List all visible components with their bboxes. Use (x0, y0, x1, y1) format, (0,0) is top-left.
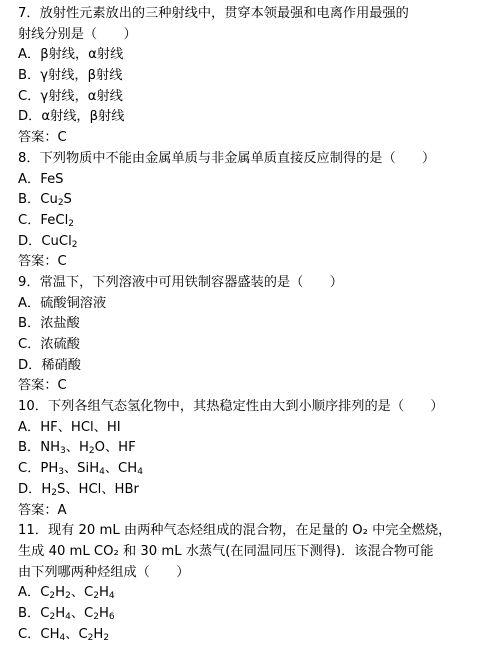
option-text: H (98, 585, 109, 601)
answer-option (18, 294, 489, 315)
option-text: S、HCl、HBr (57, 481, 139, 497)
subscript-text: 4 (65, 611, 71, 622)
option-text: 、C (70, 605, 94, 621)
option-text: C．PH (18, 461, 59, 477)
question-stem-line: 生成 40 mL CO₂ 和 30 mL 水蒸气(在同温同压下测得)．该混合物可能 (18, 543, 434, 559)
option-text: C．CH (18, 626, 60, 642)
option-text: B．NH (18, 440, 61, 456)
answer-option (18, 335, 489, 356)
question-stem-line: 8．下列物质中不能由金属单质与非金属单质直接反应制得的是（ ） (18, 150, 436, 166)
answer-option (18, 418, 489, 439)
question-stem-line: 10．下列各组气态氢化物中，其热稳定性由大到小顺序排列的是（ ） (18, 399, 444, 415)
option-text: H (93, 626, 104, 642)
option-text: A．FeS (18, 171, 64, 187)
subscript-text: 6 (108, 611, 115, 622)
subscript-text: 4 (59, 632, 66, 643)
subscript-text: 2 (88, 446, 95, 457)
answer-option (18, 170, 489, 191)
answer-option (18, 211, 489, 232)
subscript-text: 4 (99, 467, 105, 478)
subscript-text: 2 (93, 591, 99, 602)
subscript-text: 2 (49, 611, 56, 622)
option-text: B．浓盐酸 (18, 316, 80, 332)
option-text: H (55, 605, 66, 621)
subscript-text: 3 (58, 467, 64, 478)
answer-option (18, 232, 489, 253)
option-text: 、CH (104, 461, 138, 477)
answer-option (18, 107, 489, 128)
option-text: 、C (65, 626, 88, 642)
subscript-text: 2 (57, 198, 64, 209)
answer-line: 答案：C (18, 378, 67, 394)
answer-option (18, 87, 489, 108)
question-stem-line: 7．放射性元素放出的三种射线中，贯穿本领最强和电离作用最强的 (18, 6, 409, 21)
option-text: D．CuCl (18, 233, 72, 249)
answer-option (18, 314, 489, 335)
option-text: 、SiH (64, 461, 100, 477)
subscript-text: 2 (49, 591, 56, 602)
answer-option (18, 190, 489, 211)
question-stem-line: 9．常温下，下列溶液中可用铁制容器盛装的是（ ） (18, 274, 343, 290)
subscript-text: 2 (87, 632, 94, 643)
option-text: D．α射线，β射线 (18, 109, 125, 125)
answer-option (18, 583, 489, 604)
option-text: D．稀硝酸 (18, 357, 81, 373)
option-text: C．γ射线，α射线 (18, 88, 123, 104)
answer-option (18, 604, 489, 625)
option-text: S (63, 192, 72, 208)
option-text: H (98, 605, 109, 621)
question-stem-line: 11．现有 20 mL 由两种气态烃组成的混合物，在足量的 O₂ 中完全燃烧， (18, 523, 452, 539)
question-block (18, 397, 489, 521)
subscript-text: 2 (93, 611, 99, 622)
answer-option (18, 45, 489, 66)
answer-line: 答案：C (18, 254, 67, 270)
subscript-text: 2 (103, 632, 110, 643)
subscript-text: 2 (71, 239, 78, 250)
option-text: A．β射线，α射线 (18, 47, 124, 63)
subscript-text: 4 (108, 591, 115, 602)
question-block (18, 149, 489, 273)
option-text: A．硫酸铜溶液 (18, 295, 107, 311)
option-text: B．C (18, 605, 50, 621)
option-text: A．HF、HCl、HI (18, 419, 121, 435)
answer-option (18, 66, 489, 87)
answer-option (18, 625, 489, 646)
answer-option (18, 459, 489, 480)
option-text: C．浓硫酸 (18, 337, 80, 352)
question-stem-line: 射线分别是（ ） (18, 26, 137, 42)
option-text: O、HF (94, 440, 136, 456)
option-text: B．Cu (18, 192, 58, 208)
subscript-text: 3 (60, 446, 66, 457)
option-text: D．H (18, 481, 52, 497)
option-text: C．FeCl (18, 212, 69, 228)
option-text: H (55, 585, 66, 601)
option-text: 、C (70, 585, 94, 601)
answer-line: 答案：A (18, 502, 67, 518)
subscript-text: 2 (68, 218, 74, 229)
answer-option (18, 356, 489, 377)
question-block (18, 521, 489, 645)
question-block (18, 273, 489, 397)
option-text: 、H (65, 440, 89, 456)
subscript-text: 2 (51, 487, 57, 498)
question-list (18, 4, 489, 645)
answer-option (18, 480, 489, 501)
subscript-text: 4 (137, 467, 143, 478)
question-stem-line: 由下列哪两种烃组成（ ） (18, 564, 190, 580)
question-block (18, 4, 489, 149)
answer-option (18, 438, 489, 459)
subscript-text: 2 (65, 591, 71, 602)
option-text: B．γ射线，β射线 (18, 68, 123, 84)
answer-line: 答案：C (18, 130, 67, 146)
option-text: A．C (18, 585, 50, 601)
